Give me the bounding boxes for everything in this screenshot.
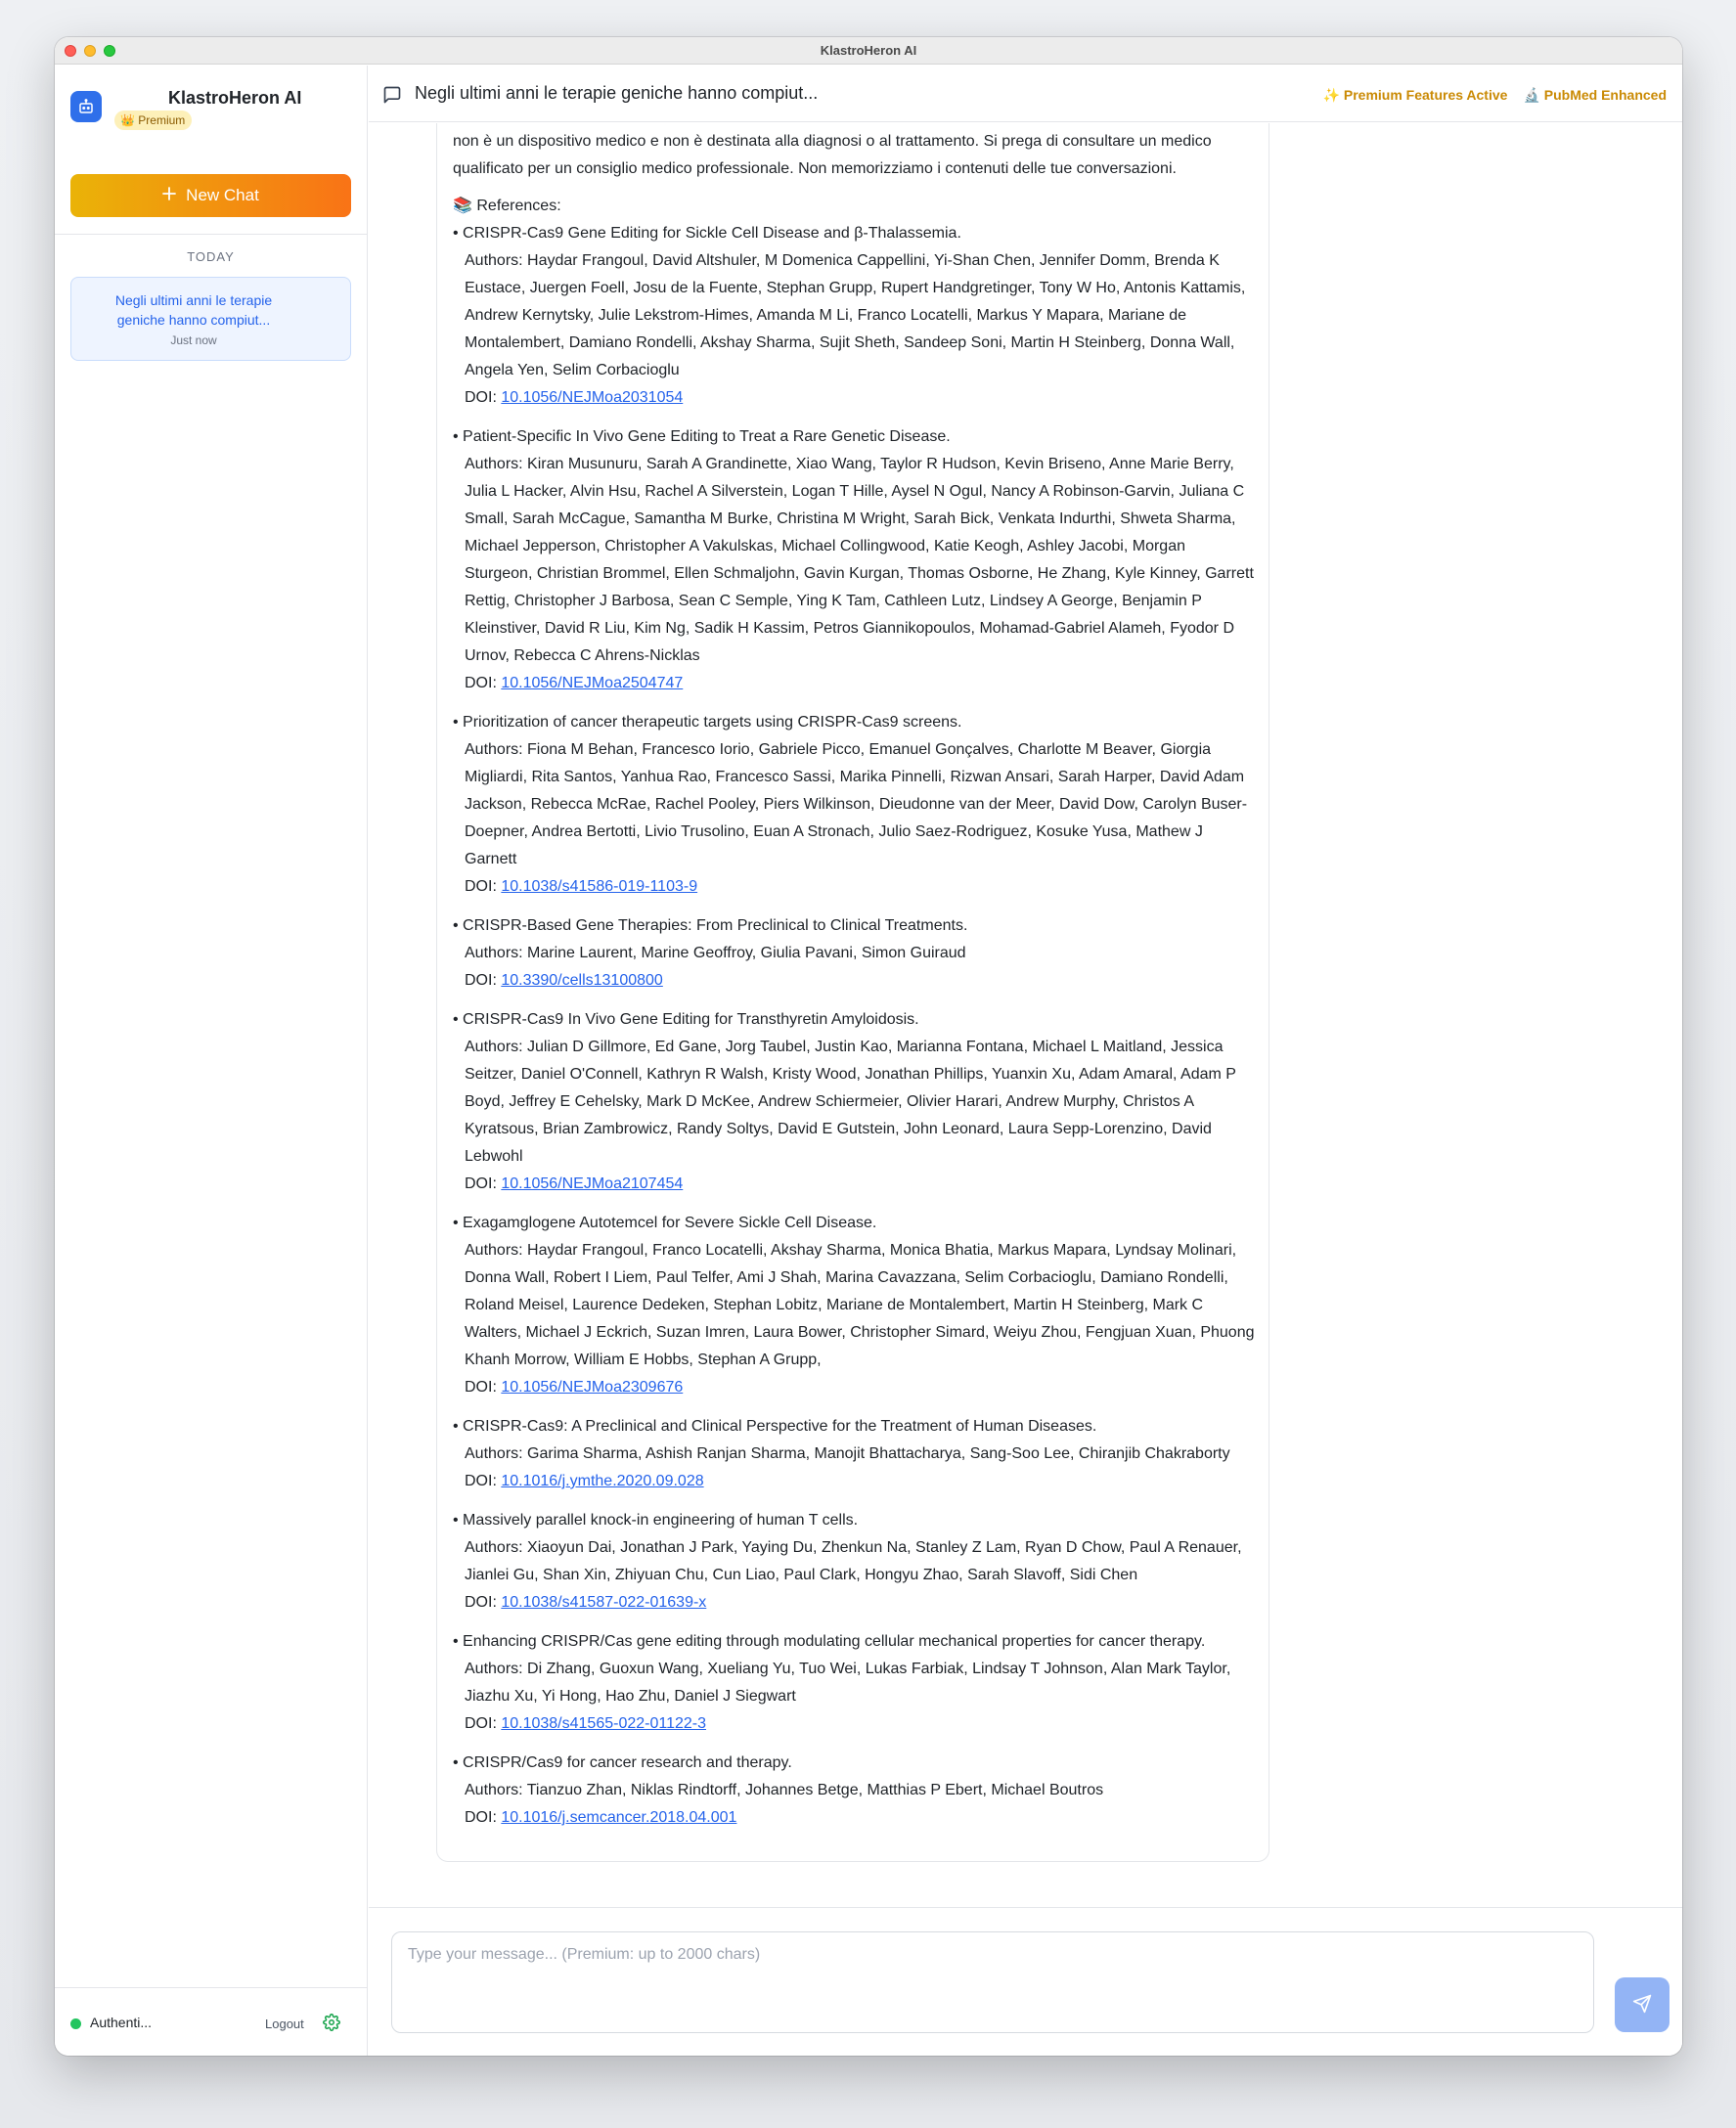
reference-title: • CRISPR-Cas9: A Preclinical and Clinical Perspective for the Treatment of Human Diseases. — [453, 1418, 1097, 1435]
message-content — [453, 128, 1255, 1843]
pubmed-badge: 🔬 PubMed Enhanced — [1523, 87, 1667, 103]
auth-status: Authenti... — [90, 2015, 153, 2030]
reference-doi-label: DOI: — [465, 1379, 502, 1396]
reference-doi-row — [453, 384, 1255, 412]
reference-item — [453, 1628, 1255, 1738]
chat-title: Negli ultimi anni le terapie geniche hanno compiut... — [415, 83, 819, 103]
reference-title: • CRISPR/Cas9 for cancer research and therapy. — [453, 1754, 792, 1771]
reference-doi-label: DOI: — [465, 675, 502, 691]
reference-title: • Patient-Specific In Vivo Gene Editing to Treat a Rare Genetic Disease. — [453, 428, 951, 445]
reference-doi-row — [453, 1804, 1255, 1832]
reference-doi-label: DOI: — [465, 1175, 502, 1192]
reference-item — [453, 220, 1255, 412]
reference-authors: Authors: Kiran Musunuru, Sarah A Grandinette, Xiao Wang, Taylor R Hudson, Kevin Briseno, Anne Marie Berry, Julia L Hacker, Alvin Hsu, Rachel A Silverstein, Logan T Hille, Aysel N Ogul, Nancy A Robinson-Garvin, Juliana C Small, Sarah McCague, Samantha M Burke, Christina M Wright, Sarah Bick, Venkata Indurthi, Shweta Sharma, Michael Jepperson, Christopher A Vakulskas, Michael Collingwood, Katie Keogh, Ashley Jacobi, Morgan Sturgeon, Christian Brommel, Ellen Schmaljohn, Gavin Kurgan, Thomas Osborne, He Zhang, Kyle Kinney, Garrett Rettig, Christopher J Barbosa, Sean C Semple, Ying K Tam, Cathleen Lutz, Lindsey A George, Benjamin P Kleinstiver, David R Liu, Kim Ng, Sadik H Kassim, Petros Giannikopoulos, Mohamad-Gabriel Alameh, Fyodor D Urnov, Rebecca C Ahrens-Nicklas — [465, 456, 1254, 664]
sidebar-footer — [55, 1987, 367, 2056]
new-chat-label: New Chat — [186, 186, 259, 204]
reference-doi-link[interactable]: 10.1056/NEJMoa2309676 — [501, 1379, 684, 1396]
reference-doi-link[interactable]: 10.1016/j.ymthe.2020.09.028 — [501, 1473, 704, 1489]
app-body — [55, 66, 1682, 2056]
sidebar — [55, 66, 368, 2056]
reference-authors: Authors: Haydar Frangoul, Franco Locatelli, Akshay Sharma, Monica Bhatia, Markus Mapara, Lyndsay Molinari, Donna Wall, Robert I Liem, Paul Telfer, Ami J Shah, Marina Cavazzana, Selim Corbacioglu, Damiano Rondelli, Roland Meisel, Laurence Dedeken, Stephan Lobitz, Mariane de Montalembert, Martin H Steinberg, Mark C Walters, Michael J Eckrich, Suzan Imren, Laura Bower, Christopher Simard, Weiyu Zhou, Fengjuan Xuan, Phuong Khanh Morrow, William E Hobbs, Stephan A Grupp, — [465, 1242, 1255, 1368]
reference-title: • Prioritization of cancer therapeutic targets using CRISPR-Cas9 screens. — [453, 714, 962, 731]
reference-doi-link[interactable]: 10.1056/NEJMoa2504747 — [501, 675, 684, 691]
reference-doi-link[interactable]: 10.1038/s41586-019-1103-9 — [501, 878, 698, 895]
send-icon — [1632, 1994, 1652, 2017]
conversation-title: Negli ultimi anni le terapie geniche hanno compiut... — [114, 292, 273, 328]
reference-doi-row — [453, 1468, 1255, 1495]
chat-bubble-icon — [382, 85, 402, 105]
reference-authors: Authors: Garima Sharma, Ashish Ranjan Sharma, Manojit Bhattacharya, Sang-Soo Lee, Chiranjib Chakraborty — [465, 1445, 1230, 1462]
reference-doi-row — [453, 1374, 1255, 1401]
reference-title: • CRISPR-Based Gene Therapies: From Preclinical to Clinical Treatments. — [453, 917, 968, 934]
window-title: KlastroHeron AI — [820, 43, 917, 58]
gear-icon[interactable] — [323, 2014, 340, 2031]
reference-authors: Authors: Marine Laurent, Marine Geoffroy, Giulia Pavani, Simon Guiraud — [465, 945, 966, 961]
status-indicator — [70, 2018, 81, 2029]
reference-title: • Massively parallel knock-in engineering of human T cells. — [453, 1512, 859, 1529]
brand-name: KlastroHeron AI — [168, 88, 302, 108]
reference-authors: Authors: Julian D Gillmore, Ed Gane, Jorg Taubel, Justin Kao, Marianna Fontana, Michael L Maitland, Jessica Seitzer, Daniel O'Connell, Kathryn R Walsh, Kristy Wood, Jonathan Phillips, Yuanxin Xu, Adam Amaral, Adam P Boyd, Jeffrey E Cehelsky, Mark D McKee, Andrew Schiermeier, Olivier Harari, Andrew Murphy, Christos A Kyratsous, Brian Zambrowicz, Randy Soltys, David E Gutstein, John Leonard, Laura Sepp-Lorenzino, David Lebwohl — [465, 1039, 1236, 1165]
reference-authors: Authors: Di Zhang, Guoxun Wang, Xueliang Yu, Tuo Wei, Lukas Farbiak, Lindsay T Johnson, Alan Mark Taylor, Jiazhu Xu, Yi Hong, Hao Zhu, Daniel J Siegwart — [465, 1661, 1231, 1705]
reference-title: • CRISPR-Cas9 In Vivo Gene Editing for Transthyretin Amyloidosis. — [453, 1011, 919, 1028]
title-bar — [55, 37, 1682, 65]
disclaimer-text: non è un dispositivo medico e non è destinata alla diagnosi o al trattamento. Si prega di consultare un medico qualificato per un consiglio medico professionale. Non memorizziamo i contenuti delle tue conversazioni. — [453, 133, 1212, 177]
reference-doi-row — [453, 1171, 1255, 1198]
reference-doi-label: DOI: — [465, 1715, 502, 1732]
chat-panel — [369, 66, 1682, 2056]
reference-item — [453, 1507, 1255, 1617]
reference-doi-row — [453, 670, 1255, 697]
references-list — [453, 220, 1255, 1832]
brand — [70, 87, 354, 136]
header-badges — [1323, 87, 1667, 104]
reference-doi-row — [453, 967, 1255, 995]
reference-doi-row — [453, 1710, 1255, 1738]
reference-doi-label: DOI: — [465, 1594, 502, 1611]
reference-doi-link[interactable]: 10.3390/cells13100800 — [501, 972, 663, 989]
reference-item — [453, 912, 1255, 995]
reference-doi-label: DOI: — [465, 878, 502, 895]
new-chat-button[interactable] — [70, 174, 351, 217]
app-window — [55, 37, 1682, 2056]
sidebar-divider — [55, 234, 367, 235]
send-button[interactable] — [1615, 1977, 1669, 2032]
reference-item — [453, 1210, 1255, 1401]
reference-item — [453, 423, 1255, 697]
section-label-today: TODAY — [187, 249, 235, 264]
reference-doi-link[interactable]: 10.1056/NEJMoa2107454 — [501, 1175, 684, 1192]
reference-item — [453, 1750, 1255, 1832]
reference-doi-label: DOI: — [465, 1809, 502, 1826]
reference-doi-link[interactable]: 10.1038/s41587-022-01639-x — [501, 1594, 707, 1611]
assistant-message — [436, 123, 1269, 1862]
conversation-time: Just now — [170, 333, 217, 347]
references-heading: 📚 References: — [453, 198, 561, 214]
reference-item — [453, 1006, 1255, 1198]
reference-title: • CRISPR-Cas9 Gene Editing for Sickle Cell Disease and β-Thalassemia. — [453, 225, 961, 242]
message-input[interactable] — [391, 1931, 1594, 2033]
reference-doi-row — [453, 873, 1255, 901]
premium-badge: 👑 Premium — [114, 111, 192, 130]
reference-doi-link[interactable]: 10.1038/s41565-022-01122-3 — [501, 1715, 706, 1732]
reference-authors: Authors: Tianzuo Zhan, Niklas Rindtorff, Johannes Betge, Matthias P Ebert, Michael Boutros — [465, 1782, 1104, 1798]
reference-title: • Enhancing CRISPR/Cas gene editing through modulating cellular mechanical properties for cancer therapy. — [453, 1633, 1206, 1650]
robot-icon — [70, 91, 102, 122]
conversation-item[interactable] — [70, 277, 351, 361]
reference-doi-row — [453, 1589, 1255, 1617]
reference-authors: Authors: Fiona M Behan, Francesco Iorio, Gabriele Picco, Emanuel Gonçalves, Charlotte M Beaver, Giorgia Migliardi, Rita Santos, Yanhua Rao, Francesco Sassi, Marika Pinnelli, Rizwan Ansari, Sarah Harper, David Adam Jackson, Rebecca McRae, Rachel Pooley, Piers Wilkinson, Dieudonne van der Meer, David Dow, Carolyn Buser-Doepner, Andrea Bertotti, Livio Trusolino, Euan A Stronach, Julio Saez-Rodriguez, Kosuke Yusa, Mathew J Garnett — [465, 741, 1248, 867]
chat-header — [369, 66, 1682, 122]
reference-doi-label: DOI: — [465, 389, 502, 406]
composer — [369, 1907, 1682, 2056]
plus-icon — [162, 186, 176, 205]
reference-item — [453, 709, 1255, 901]
reference-doi-link[interactable]: 10.1056/NEJMoa2031054 — [501, 389, 684, 406]
message-list[interactable] — [369, 123, 1682, 1901]
reference-title: • Exagamglogene Autotemcel for Severe Sickle Cell Disease. — [453, 1215, 877, 1231]
premium-features-badge: ✨ Premium Features Active — [1322, 87, 1508, 103]
reference-authors: Authors: Haydar Frangoul, David Altshuler, M Domenica Cappellini, Yi-Shan Chen, Jennifer Domm, Brenda K Eustace, Juergen Foell, Josu de la Fuente, Stephan Grupp, Rupert Handgretinger, Tony W Ho, Antonis Kattamis, Andrew Kernytsky, Julie Lekstrom-Himes, Amanda M Li, Franco Locatelli, Markus Y Mapara, Mariane de Montalembert, Damiano Rondelli, Akshay Sharma, Sujit Sheth, Sandeep Soni, Martin H Steinberg, Donna Wall, Angela Yen, Selim Corbacioglu — [465, 252, 1246, 378]
reference-authors: Authors: Xiaoyun Dai, Jonathan J Park, Yaying Du, Zhenkun Na, Stanley Z Lam, Ryan D Chow, Paul A Renauer, Jianlei Gu, Shan Xin, Zhiyuan Chu, Cun Liao, Paul Clark, Hongyu Zhao, Sarah Slavoff, Sidi Chen — [465, 1539, 1242, 1583]
reference-item — [453, 1413, 1255, 1495]
reference-doi-label: DOI: — [465, 1473, 502, 1489]
reference-doi-label: DOI: — [465, 972, 502, 989]
logout-button[interactable]: Logout — [265, 2017, 304, 2031]
reference-doi-link[interactable]: 10.1016/j.semcancer.2018.04.001 — [501, 1809, 737, 1826]
